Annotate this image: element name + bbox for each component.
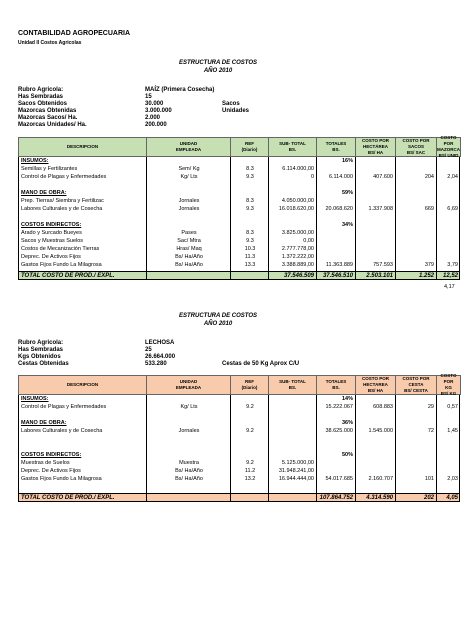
lechosa-section-row [19, 452, 461, 459]
maiz-column-header-line: TOTALES [325, 141, 347, 146]
lechosa-table-row [19, 412, 461, 419]
maiz-total-divider [316, 272, 317, 279]
maiz-table-row [19, 166, 461, 173]
maiz-column-header-line: (Diario) [241, 147, 258, 152]
lechosa-structure-year: AÑO 2010 [203, 321, 233, 327]
lechosa-section-label: MANO DE OBRA: [21, 420, 67, 426]
maiz-column-header-line: BS. [332, 147, 340, 152]
lechosa-total-label: TOTAL COSTO DE PROD./ EXPL. [21, 495, 115, 501]
maiz-total-sac: 1.252 [418, 273, 434, 279]
maiz-table-row [19, 206, 461, 213]
lechosa-cell-unit: Muestra [179, 460, 199, 466]
maiz-cell-ha: 757.593 [373, 262, 393, 268]
maiz-info-label: Sacos Obtenidos [18, 101, 68, 107]
lechosa-cell-unit: Kg/ Lts [180, 404, 198, 410]
lechosa-table-row [19, 484, 461, 491]
lechosa-column-header-line: BS. [288, 385, 297, 390]
lechosa-section-percent: 36% [341, 420, 353, 426]
maiz-cell-sac: 669 [424, 206, 434, 212]
lechosa-table-row [19, 404, 461, 411]
maiz-column-header-line: SUB- TOTAL [279, 141, 306, 146]
lechosa-column-header-line: REF [245, 379, 254, 384]
maiz-cell-desc: Gastos Fijos Fundo La Milagrosa [21, 262, 102, 268]
lechosa-cell-tot: 54.017.685 [325, 476, 353, 482]
maiz-table-row [19, 238, 461, 245]
lechosa-cell-ha: 608.883 [373, 404, 393, 410]
maiz-info-value: 15 [145, 94, 152, 100]
lechosa-cell-ha: 2.160.707 [368, 476, 393, 482]
maiz-cell-unit: Jornales [178, 198, 200, 204]
lechosa-cell-ha: 1.545.000 [368, 428, 393, 434]
maiz-cell-unit: Hras/ Maq [176, 246, 202, 252]
lechosa-column-header [230, 375, 269, 395]
maiz-column-header-line: BS/ SAC [406, 150, 426, 155]
lechosa-info-value: 26.664.000 [145, 354, 176, 360]
maiz-cell-sub: 2.777.778,00 [281, 246, 314, 252]
maiz-table-row [19, 182, 461, 189]
maiz-section-label: COSTOS INDIRECTOS: [21, 222, 82, 228]
lechosa-info-label: Kgs Obtenidos [18, 354, 61, 360]
maiz-cell-ref: 9.3 [246, 238, 254, 244]
maiz-cell-maz: 3,79 [447, 262, 458, 268]
lechosa-table-row [19, 476, 461, 483]
maiz-column-header [355, 137, 396, 157]
maiz-cell-sub: 0,00 [303, 238, 314, 244]
maiz-cell-desc: Semillas y Fertilizantes [21, 166, 78, 172]
maiz-cell-sac: 204 [424, 174, 434, 180]
lechosa-total-divider [268, 494, 269, 501]
lechosa-table-row [19, 428, 461, 435]
lechosa-cell-desc: Deprec. De Activos Fijos [21, 468, 81, 474]
maiz-cell-unit: Kg/ Lts [180, 174, 198, 180]
maiz-cell-sub: 3.825.000,00 [281, 230, 314, 236]
maiz-section-row [19, 190, 461, 197]
lechosa-table-row [19, 444, 461, 451]
maiz-section-row [19, 222, 461, 229]
lechosa-column-header [316, 375, 356, 395]
lechosa-total-ha: 4.314.590 [366, 495, 393, 501]
maiz-column-header [146, 137, 231, 157]
lechosa-section-label: INSUMOS: [21, 396, 49, 402]
lechosa-total-row [18, 493, 460, 502]
maiz-cell-desc: Arado y Surcado Bueyes [21, 230, 82, 236]
maiz-total-divider [268, 272, 269, 279]
maiz-cell-ref: 9.3 [246, 206, 254, 212]
lechosa-column-header-line: EMPLEADA [175, 385, 202, 390]
maiz-cell-tot: 6.114.000 [328, 174, 353, 180]
maiz-cell-desc: Sacos y Muestras Suelos [21, 238, 84, 244]
maiz-section-percent: 16% [341, 158, 353, 164]
maiz-column-header [395, 137, 437, 157]
lechosa-section-label: COSTOS INDIRECTOS: [21, 452, 82, 458]
maiz-column-header-line: EMPLEADA [175, 147, 202, 152]
maiz-cell-sub: 6.114.000,00 [282, 166, 314, 172]
lechosa-info-value: 25 [145, 347, 152, 353]
maiz-table-row [19, 254, 461, 261]
maiz-column-header [18, 137, 147, 157]
maiz-section-percent: 59% [341, 190, 353, 196]
maiz-cell-sub: 1.372.222,00 [281, 254, 314, 260]
lechosa-table-row [19, 436, 461, 443]
maiz-table-row [19, 198, 461, 205]
maiz-cell-desc: Labores Culturales y de Cosecha [21, 206, 103, 212]
maiz-cell-desc: Deprec. De Activos Fijos [21, 254, 81, 260]
lechosa-cell-sac: 101 [424, 476, 434, 482]
maiz-section-row [19, 158, 461, 165]
lechosa-column-header-line: (Diario) [241, 385, 258, 390]
maiz-info-value: 200.000 [145, 122, 167, 128]
lechosa-cell-unit: Bs/ Ha/Año [175, 468, 203, 474]
lechosa-column-header-line: BS/ HA [367, 388, 384, 393]
lechosa-column-header-line: KG [445, 385, 452, 390]
lechosa-total-divider [316, 494, 317, 501]
maiz-info-label: Mazorcas Sacos/ Ha. [18, 115, 78, 121]
maiz-table-header [18, 137, 460, 157]
maiz-column-header-line: HECTÁREA [362, 144, 388, 149]
lechosa-cell-sac: 29 [427, 404, 434, 410]
maiz-cell-ref: 9.3 [246, 174, 254, 180]
maiz-info-label: Mazorcas Unidades/ Ha. [18, 122, 87, 128]
lechosa-total-sac: 202 [423, 495, 434, 501]
maiz-cell-unit: Sem/ Kg [178, 166, 200, 172]
maiz-structure-title: ESTRUCTURA DE COSTOS [178, 60, 257, 66]
maiz-table-body [18, 157, 460, 271]
lechosa-info-value: 533.280 [145, 361, 167, 367]
lechosa-cell-sub: 16.944.444,00 [278, 476, 314, 482]
lechosa-total-divider [395, 494, 396, 501]
lechosa-column-header-line: UNIDAD [179, 379, 198, 384]
maiz-info-unit: Sacos [222, 101, 240, 107]
maiz-section-percent: 34% [341, 222, 353, 228]
lechosa-cell-sac: 72 [427, 428, 434, 434]
maiz-cell-sub: 4.050.000,00 [281, 198, 314, 204]
lechosa-info-label: Cestas Obtenidas [18, 361, 69, 367]
lechosa-structure-title: ESTRUCTURA DE COSTOS [178, 313, 257, 319]
maiz-column-header-line: BS. [288, 147, 297, 152]
maiz-section-label: MANO DE OBRA: [21, 190, 67, 196]
lechosa-cell-sub: 31.948.241,00 [278, 468, 314, 474]
lechosa-cell-maz: 1,45 [447, 428, 458, 434]
maiz-section-label: INSUMOS: [21, 158, 49, 164]
maiz-total-divider [230, 272, 231, 279]
maiz-cell-sub: 3.388.889,00 [281, 262, 314, 268]
lechosa-cell-ref: 13.2 [244, 476, 256, 482]
maiz-total-ha: 2.503.101 [366, 273, 393, 279]
lechosa-column-header-line: BS. [332, 385, 340, 390]
maiz-column-header [316, 137, 356, 157]
maiz-table-row [19, 174, 461, 181]
maiz-info-label: Rubro Agricola: [18, 87, 64, 93]
lechosa-column-header [436, 375, 461, 395]
maiz-below-total: 4,17 [444, 284, 455, 290]
lechosa-cell-desc: Labores Culturales y de Cosecha [21, 428, 103, 434]
lechosa-cell-maz: 2,03 [447, 476, 458, 482]
maiz-column-header-line: REF [245, 141, 254, 146]
maiz-total-sub: 37.546.509 [283, 273, 314, 279]
lechosa-column-header [18, 375, 147, 395]
maiz-cell-unit: Jornales [178, 206, 200, 212]
lechosa-column-header-line: COSTO POR [362, 376, 389, 381]
maiz-info-value: 2.000 [145, 115, 161, 121]
maiz-info-label: Has Sembradas [18, 94, 64, 100]
lechosa-section-percent: 14% [341, 396, 353, 402]
lechosa-cell-tot: 38.625.000 [325, 428, 353, 434]
lechosa-column-header-line: COSTO POR [440, 373, 457, 384]
lechosa-total-maz: 4,05 [446, 495, 458, 501]
maiz-cell-ref: 8.3 [246, 230, 254, 236]
maiz-info-value: MAÍZ (Primera Cosecha) [145, 87, 215, 93]
maiz-total-label: TOTAL COSTO DE PROD./ EXPL. [21, 273, 115, 279]
lechosa-cell-sub: 5.125.000,00 [281, 460, 314, 466]
lechosa-info-label: Has Sembradas [18, 347, 64, 353]
lechosa-total-divider [355, 494, 356, 501]
lechosa-info-unit: Cestas de 50 Kg Aprox C/U [222, 361, 300, 367]
maiz-cell-desc: Control de Plagas y Enfermedades [21, 174, 107, 180]
maiz-column-header-line: COSTO POR [402, 138, 430, 143]
maiz-cell-desc: Prep. Tierras/ Siembra y Fertilizac [21, 198, 104, 204]
lechosa-column-header-line: COSTO POR [402, 376, 430, 381]
lechosa-cell-ref: 9.2 [246, 428, 254, 434]
lechosa-column-header-line: BS/ KG [440, 391, 457, 396]
maiz-table-row [19, 230, 461, 237]
maiz-table-row [19, 262, 461, 269]
maiz-column-header-line: SACOS [407, 144, 424, 149]
maiz-structure-year: AÑO 2010 [203, 68, 233, 74]
maiz-cell-ha: 407.600 [373, 174, 393, 180]
maiz-info-label: Mazorcas Obtenidas [18, 108, 77, 114]
lechosa-total-tot: 107.864.752 [319, 495, 353, 501]
maiz-column-header-line: DESCRIPCION [66, 144, 99, 149]
maiz-cell-tot: 20.068.620 [325, 206, 353, 212]
lechosa-table-header [18, 375, 460, 395]
lechosa-section-row [19, 420, 461, 427]
lechosa-column-header-line: CESTA [408, 382, 424, 387]
maiz-cell-maz: 6,69 [447, 206, 458, 212]
lechosa-cell-desc: Muestras de Suelos [21, 460, 70, 466]
maiz-cell-unit: Bs/ Ha/Año [175, 262, 203, 268]
maiz-total-row [18, 271, 460, 280]
maiz-cell-desc: Costos de Mecanización Tierras [21, 246, 100, 252]
maiz-cell-sac: 379 [424, 262, 434, 268]
maiz-cell-unit: Pases [181, 230, 197, 236]
maiz-cell-ref: 11.3 [244, 254, 256, 260]
lechosa-section-row [19, 396, 461, 403]
lechosa-column-header [355, 375, 396, 395]
lechosa-column-header-line: SUB- TOTAL [279, 379, 306, 384]
lechosa-column-header [146, 375, 231, 395]
maiz-info-unit: Unidades [222, 108, 250, 114]
lechosa-cell-desc: Gastos Fijos Fundo La Milagrosa [21, 476, 102, 482]
maiz-cell-ref: 10.3 [244, 246, 256, 252]
maiz-column-header [436, 137, 461, 157]
maiz-cell-unit: Bs/ Ha/Año [175, 254, 203, 260]
lechosa-total-divider [230, 494, 231, 501]
lechosa-cell-desc: Control de Plagas y Enfermedades [21, 404, 107, 410]
maiz-column-header-line: BS/ UNID [438, 153, 459, 158]
maiz-info-value: 30.000 [145, 101, 164, 107]
lechosa-info-label: Rubro Agricola: [18, 340, 64, 346]
lechosa-column-header-line: TOTALES [325, 379, 347, 384]
lechosa-column-header [268, 375, 317, 395]
lechosa-cell-unit: Jornales [178, 428, 200, 434]
lechosa-column-header-line: DESCRIPCION [66, 382, 99, 387]
lechosa-cell-tot: 15.222.067 [325, 404, 353, 410]
maiz-column-header-line: MAZORCA [437, 147, 460, 152]
lechosa-table-body [18, 395, 460, 493]
maiz-cell-ref: 8.3 [246, 198, 254, 204]
lechosa-table-row [19, 460, 461, 467]
lechosa-cell-ref: 9.2 [246, 460, 254, 466]
lechosa-cell-ref: 9.2 [246, 404, 254, 410]
document-subtitle: Unidad II Costos Agricolas [18, 40, 82, 46]
document-title: CONTABILIDAD AGROPECUARIA [18, 30, 130, 37]
lechosa-total-divider [436, 494, 437, 501]
maiz-total-divider [355, 272, 356, 279]
maiz-info-value: 3.000.000 [145, 108, 172, 114]
maiz-column-header [268, 137, 317, 157]
lechosa-cell-ref: 11.2 [244, 468, 256, 474]
maiz-cell-maz: 2,04 [447, 174, 458, 180]
maiz-total-tot: 37.546.510 [322, 273, 353, 279]
maiz-total-divider [436, 272, 437, 279]
maiz-column-header [230, 137, 269, 157]
lechosa-column-header-line: HECTAREA [363, 382, 388, 387]
maiz-cell-unit: Sac/ Mtra [177, 238, 201, 244]
maiz-table-row [19, 214, 461, 221]
lechosa-cell-maz: 0,57 [447, 404, 458, 410]
lechosa-column-header-line: BS/ CESTA [404, 388, 428, 393]
lechosa-cell-unit: Bs/ Ha/Año [175, 476, 203, 482]
maiz-column-header-line: BS/ HA [367, 150, 384, 155]
lechosa-section-percent: 50% [341, 452, 353, 458]
lechosa-total-divider [146, 494, 147, 501]
lechosa-column-header [395, 375, 437, 395]
maiz-cell-tot: 11.363.889 [325, 262, 353, 268]
maiz-column-header-line: COSTO POR [362, 138, 389, 143]
lechosa-table-row [19, 468, 461, 475]
maiz-cell-sub: 0 [310, 174, 314, 180]
maiz-total-divider [395, 272, 396, 279]
maiz-total-divider [146, 272, 147, 279]
maiz-cell-ref: 8.3 [246, 166, 254, 172]
maiz-cell-sub: 16.018.620,00 [278, 206, 314, 212]
maiz-column-header-line: COSTO POR [440, 135, 457, 146]
maiz-column-header-line: UNIDAD [179, 141, 198, 146]
maiz-cell-ref: 13.3 [244, 262, 256, 268]
maiz-cell-ha: 1.337.908 [368, 206, 393, 212]
maiz-total-maz: 12,52 [442, 273, 458, 279]
lechosa-info-value: LECHOSA [145, 340, 175, 346]
maiz-table-row [19, 246, 461, 253]
